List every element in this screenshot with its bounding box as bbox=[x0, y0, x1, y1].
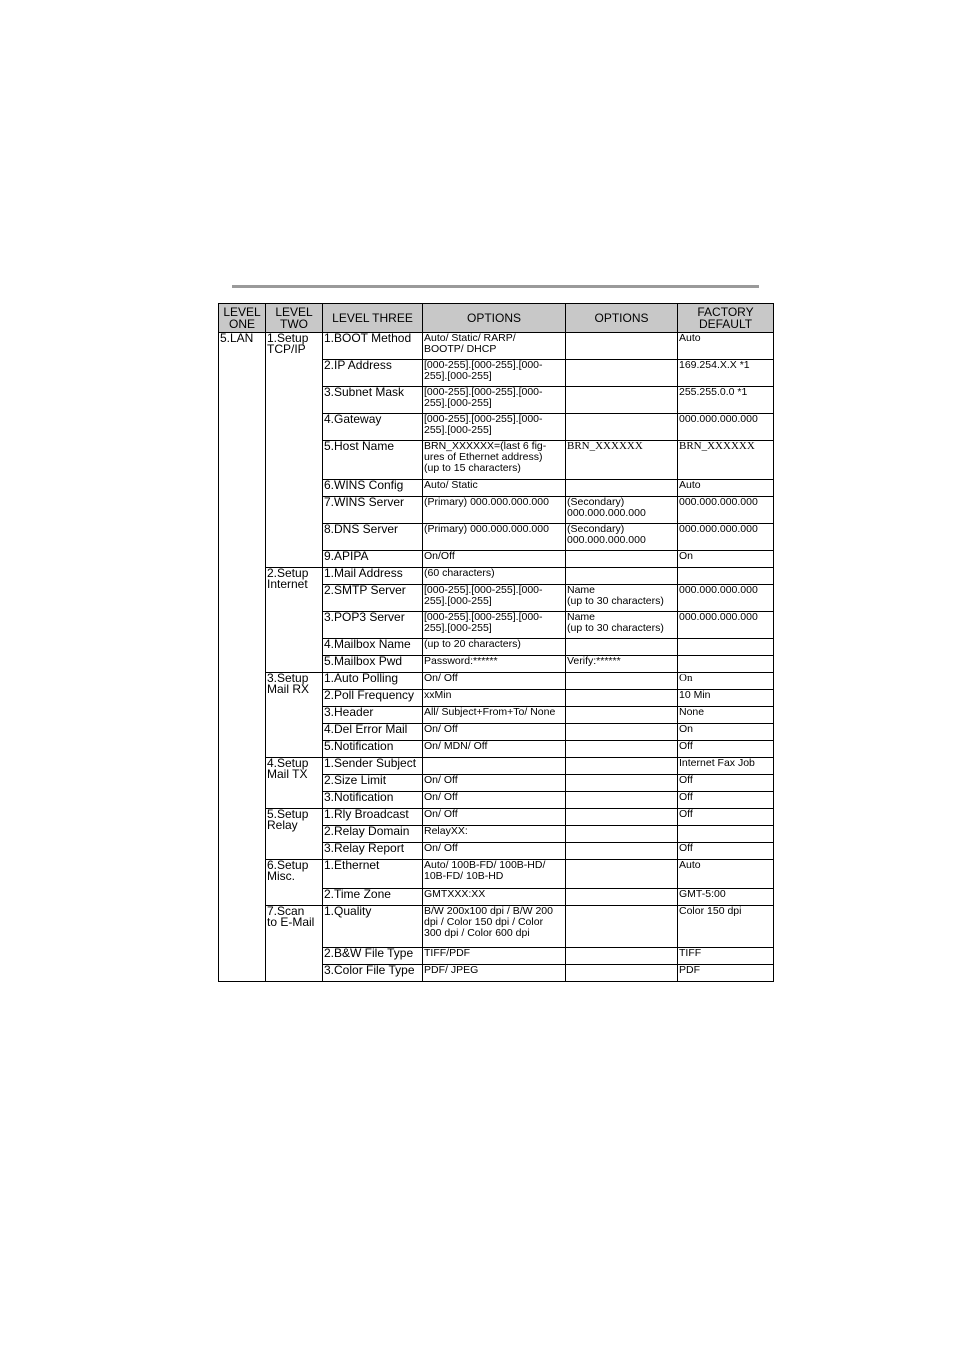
options-cell: Auto/ 100B-FD/ 100B-HD/ 10B-FD/ 10B-HD bbox=[423, 860, 566, 889]
options-cell: Auto/ Static bbox=[423, 480, 566, 497]
level-three-cell: 3.Color File Type bbox=[323, 965, 423, 982]
options-secondary-cell bbox=[566, 673, 678, 690]
header-factory-default: FACTORY DEFAULT bbox=[678, 304, 774, 333]
options-secondary-cell bbox=[566, 965, 678, 982]
level-two-cell: 6.Setup Misc. bbox=[266, 860, 323, 906]
factory-default-cell: Off bbox=[678, 741, 774, 758]
table-row bbox=[219, 673, 774, 690]
factory-default-cell: Auto bbox=[678, 860, 774, 889]
options-secondary-cell bbox=[566, 758, 678, 775]
options-cell: BRN_XXXXXX=(last 6 fig- ures of Ethernet address) (up to 15 characters) bbox=[423, 441, 566, 480]
level-three-cell: 3.POP3 Server bbox=[323, 612, 423, 639]
options-secondary-cell bbox=[566, 333, 678, 360]
level-three-cell: 3.Notification bbox=[323, 792, 423, 809]
level-two-cell: 4.Setup Mail TX bbox=[266, 758, 323, 809]
factory-default-cell: 000.000.000.000 bbox=[678, 497, 774, 524]
options-cell: (Primary) 000.000.000.000 bbox=[423, 497, 566, 524]
options-secondary-cell: Name (up to 30 characters) bbox=[566, 612, 678, 639]
options-cell: [000-255].[000-255].[000- 255].[000-255] bbox=[423, 360, 566, 387]
factory-default-cell: Off bbox=[678, 775, 774, 792]
header-rule bbox=[232, 285, 759, 288]
menu-body bbox=[219, 333, 774, 982]
factory-default-cell: PDF bbox=[678, 965, 774, 982]
level-three-cell: 1.Sender Subject bbox=[323, 758, 423, 775]
options-cell: RelayXX: bbox=[423, 826, 566, 843]
options-secondary-cell bbox=[566, 826, 678, 843]
table-row bbox=[219, 809, 774, 826]
table-row bbox=[219, 568, 774, 585]
options-secondary-cell bbox=[566, 568, 678, 585]
factory-default-cell: Off bbox=[678, 792, 774, 809]
options-secondary-cell: BRN_XXXXXX bbox=[566, 441, 678, 480]
level-three-cell: 5.Host Name bbox=[323, 441, 423, 480]
level-three-cell: 2.B&W File Type bbox=[323, 948, 423, 965]
options-secondary-cell bbox=[566, 360, 678, 387]
level-three-cell: 1.Quality bbox=[323, 906, 423, 948]
options-cell: (Primary) 000.000.000.000 bbox=[423, 524, 566, 551]
level-three-cell: 4.Mailbox Name bbox=[323, 639, 423, 656]
level-three-cell: 1.Auto Polling bbox=[323, 673, 423, 690]
options-secondary-cell bbox=[566, 741, 678, 758]
options-secondary-cell bbox=[566, 724, 678, 741]
header-options-1: OPTIONS bbox=[423, 304, 566, 333]
level-three-cell: 2.Poll Frequency bbox=[323, 690, 423, 707]
options-secondary-cell bbox=[566, 809, 678, 826]
level-three-cell: 1.Rly Broadcast bbox=[323, 809, 423, 826]
options-secondary-cell bbox=[566, 843, 678, 860]
options-secondary-cell bbox=[566, 387, 678, 414]
options-cell: On/ Off bbox=[423, 775, 566, 792]
factory-default-cell: 000.000.000.000 bbox=[678, 585, 774, 612]
header-level-two: LEVEL TWO bbox=[266, 304, 323, 333]
level-three-cell: 3.Subnet Mask bbox=[323, 387, 423, 414]
level-three-cell: 1.BOOT Method bbox=[323, 333, 423, 360]
level-three-cell: 4.Del Error Mail bbox=[323, 724, 423, 741]
level-two-cell: 7.Scan to E-Mail bbox=[266, 906, 323, 982]
factory-default-cell bbox=[678, 568, 774, 585]
table-row bbox=[219, 906, 774, 948]
options-cell: All/ Subject+From+To/ None bbox=[423, 707, 566, 724]
options-cell: GMTXXX:XX bbox=[423, 889, 566, 906]
factory-default-cell bbox=[678, 826, 774, 843]
factory-default-cell: 10 Min bbox=[678, 690, 774, 707]
options-cell: On/ Off bbox=[423, 673, 566, 690]
options-cell: PDF/ JPEG bbox=[423, 965, 566, 982]
options-cell: Auto/ Static/ RARP/ BOOTP/ DHCP bbox=[423, 333, 566, 360]
options-cell: On/Off bbox=[423, 551, 566, 568]
options-cell: [000-255].[000-255].[000- 255].[000-255] bbox=[423, 387, 566, 414]
level-three-cell: 9.APIPA bbox=[323, 551, 423, 568]
options-secondary-cell bbox=[566, 414, 678, 441]
factory-default-cell: 000.000.000.000 bbox=[678, 612, 774, 639]
options-cell: On/ Off bbox=[423, 792, 566, 809]
factory-default-cell: TIFF bbox=[678, 948, 774, 965]
options-cell: On/ MDN/ Off bbox=[423, 741, 566, 758]
options-secondary-cell: (Secondary) 000.000.000.000 bbox=[566, 497, 678, 524]
header-level-three: LEVEL THREE bbox=[323, 304, 423, 333]
options-secondary-cell bbox=[566, 775, 678, 792]
level-two-cell: 3.Setup Mail RX bbox=[266, 673, 323, 758]
factory-default-cell: On bbox=[678, 673, 774, 690]
factory-default-cell: Off bbox=[678, 843, 774, 860]
table-row bbox=[219, 860, 774, 889]
factory-default-cell bbox=[678, 656, 774, 673]
options-cell: [000-255].[000-255].[000- 255].[000-255] bbox=[423, 414, 566, 441]
level-three-cell: 2.Time Zone bbox=[323, 889, 423, 906]
level-three-cell: 2.IP Address bbox=[323, 360, 423, 387]
options-secondary-cell bbox=[566, 860, 678, 889]
level-three-cell: 3.Header bbox=[323, 707, 423, 724]
factory-default-cell: Off bbox=[678, 809, 774, 826]
level-three-cell: 5.Mailbox Pwd bbox=[323, 656, 423, 673]
options-cell: xxMin bbox=[423, 690, 566, 707]
level-three-cell: 2.SMTP Server bbox=[323, 585, 423, 612]
level-three-cell: 8.DNS Server bbox=[323, 524, 423, 551]
options-cell: [000-255].[000-255].[000- 255].[000-255] bbox=[423, 612, 566, 639]
options-secondary-cell bbox=[566, 707, 678, 724]
level-one-cell: 5.LAN bbox=[219, 333, 266, 982]
options-cell: (60 characters) bbox=[423, 568, 566, 585]
factory-default-cell: 255.255.0.0 *1 bbox=[678, 387, 774, 414]
lan-menu-table bbox=[218, 303, 774, 982]
options-cell: Password:****** bbox=[423, 656, 566, 673]
factory-default-cell: GMT-5:00 bbox=[678, 889, 774, 906]
options-secondary-cell bbox=[566, 792, 678, 809]
options-secondary-cell bbox=[566, 690, 678, 707]
options-secondary-cell bbox=[566, 889, 678, 906]
options-cell: On/ Off bbox=[423, 843, 566, 860]
options-cell bbox=[423, 758, 566, 775]
options-secondary-cell bbox=[566, 480, 678, 497]
options-cell: TIFF/PDF bbox=[423, 948, 566, 965]
level-three-cell: 5.Notification bbox=[323, 741, 423, 758]
options-secondary-cell bbox=[566, 639, 678, 656]
factory-default-cell: Internet Fax Job bbox=[678, 758, 774, 775]
options-secondary-cell: (Secondary) 000.000.000.000 bbox=[566, 524, 678, 551]
options-secondary-cell bbox=[566, 948, 678, 965]
factory-default-cell: 000.000.000.000 bbox=[678, 524, 774, 551]
factory-default-cell: BRN_XXXXXX bbox=[678, 441, 774, 480]
level-three-cell: 1.Mail Address bbox=[323, 568, 423, 585]
options-secondary-cell: Name (up to 30 characters) bbox=[566, 585, 678, 612]
options-cell: [000-255].[000-255].[000- 255].[000-255] bbox=[423, 585, 566, 612]
table-row bbox=[219, 758, 774, 775]
header-options-2: OPTIONS bbox=[566, 304, 678, 333]
options-secondary-cell bbox=[566, 551, 678, 568]
factory-default-cell: On bbox=[678, 724, 774, 741]
level-three-cell: 7.WINS Server bbox=[323, 497, 423, 524]
factory-default-cell: Auto bbox=[678, 480, 774, 497]
level-two-cell: 1.Setup TCP/IP bbox=[266, 333, 323, 568]
level-three-cell: 2.Relay Domain bbox=[323, 826, 423, 843]
header-level-one: LEVEL ONE bbox=[219, 304, 266, 333]
table-row bbox=[219, 333, 774, 360]
options-secondary-cell: Verify:****** bbox=[566, 656, 678, 673]
level-three-cell: 4.Gateway bbox=[323, 414, 423, 441]
factory-default-cell: 000.000.000.000 bbox=[678, 414, 774, 441]
level-two-cell: 2.Setup Internet bbox=[266, 568, 323, 673]
level-three-cell: 6.WINS Config bbox=[323, 480, 423, 497]
level-three-cell: 1.Ethernet bbox=[323, 860, 423, 889]
factory-default-cell: 169.254.X.X *1 bbox=[678, 360, 774, 387]
factory-default-cell: On bbox=[678, 551, 774, 568]
level-three-cell: 2.Size Limit bbox=[323, 775, 423, 792]
factory-default-cell: Auto bbox=[678, 333, 774, 360]
options-cell: B/W 200x100 dpi / B/W 200 dpi / Color 150 dpi / Color 300 dpi / Color 600 dpi bbox=[423, 906, 566, 948]
header-row bbox=[219, 304, 774, 333]
options-cell: On/ Off bbox=[423, 809, 566, 826]
factory-default-cell bbox=[678, 639, 774, 656]
options-cell: (up to 20 characters) bbox=[423, 639, 566, 656]
options-cell: On/ Off bbox=[423, 724, 566, 741]
factory-default-cell: Color 150 dpi bbox=[678, 906, 774, 948]
options-secondary-cell bbox=[566, 906, 678, 948]
factory-default-cell: None bbox=[678, 707, 774, 724]
level-three-cell: 3.Relay Report bbox=[323, 843, 423, 860]
level-two-cell: 5.Setup Relay bbox=[266, 809, 323, 860]
